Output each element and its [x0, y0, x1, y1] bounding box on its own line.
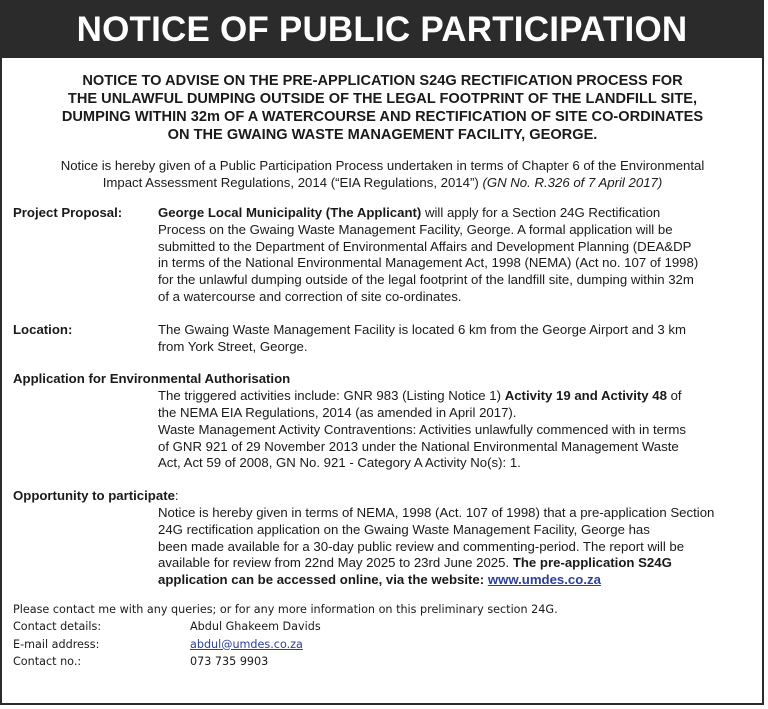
project-line: submitted to the Department of Environmental Affairs and Development Planning (DEA&DP	[158, 238, 692, 254]
location-section	[13, 322, 752, 356]
authorisation-body	[158, 388, 752, 472]
applicant-name: George Local Municipality (The Applicant)	[158, 205, 422, 220]
participate-line: application can be accessed online, via the website: www.umdes.co.za	[158, 572, 601, 588]
authorisation-line: Act, Act 59 of 2008, GN No. 921 - Category A Activity No(s): 1.	[158, 455, 521, 471]
participate-body	[158, 505, 752, 589]
email-label: E-mail address:	[13, 637, 100, 651]
contact-details-label: Contact details:	[13, 620, 102, 634]
authorisation-line: Waste Management Activity Contraventions: Activities unlawfully commenced with in terms	[158, 421, 686, 437]
location-line: from York Street, George.	[158, 338, 308, 354]
authorisation-line: The triggered activities include: GNR 983 (Listing Notice 1) Activity 19 and Activity 48 of	[158, 388, 682, 404]
authorisation-line: the NEMA EIA Regulations, 2014 (as amended in April 2017).	[158, 404, 517, 420]
participate-line: 24G rectification application on the Gwaing Waste Management Facility, George has	[158, 521, 650, 537]
location-body	[158, 322, 752, 356]
project-proposal-section	[13, 205, 752, 306]
project-line: for the unlawful dumping outside of the legal footprint of the landfill site, dumping within 32m	[158, 272, 694, 288]
notice-headline	[13, 72, 752, 144]
participate-section	[13, 488, 752, 589]
headline-line: DUMPING WITHIN 32m OF A WATERCOURSE AND RECTIFICATION OF SITE CO-ORDINATES	[61, 109, 704, 125]
intro-line	[13, 174, 752, 191]
website-link[interactable]: www.umdes.co.za	[487, 572, 601, 588]
authorisation-section	[13, 371, 752, 472]
project-proposal-body	[158, 205, 752, 306]
project-line: George Local Municipality (The Applicant) will apply for a Section 24G Rectification	[158, 205, 661, 220]
intro-line: Notice is hereby given of a Public Participation Process undertaken in terms of Chapter 6 of the Environmental	[60, 158, 705, 173]
phone-number: 073 735 9903	[190, 654, 269, 668]
gazette-reference: (GN No. R.326 of 7 April 2017)	[482, 175, 663, 190]
intro-paragraph	[13, 157, 752, 191]
project-line: of a watercourse and correction of site co-ordinates.	[158, 288, 462, 304]
contact-block	[13, 601, 752, 670]
email-link[interactable]: abdul@umdes.co.za	[190, 637, 303, 651]
project-proposal-label: Project Proposal:	[13, 205, 123, 220]
contact-name: Abdul Ghakeem Davids	[190, 620, 321, 634]
notice-content	[2, 58, 762, 670]
contact-details-row	[13, 618, 752, 635]
participate-line: been made available for a 30-day public review and commenting-period. The report will be	[158, 538, 685, 554]
project-line: in terms of the National Environmental Management Act, 1998 (NEMA) (Act no. 107 of 1998)	[158, 255, 699, 271]
activities-emphasis: Activity 19 and Activity 48	[504, 388, 667, 404]
project-line: Process on the Gwaing Waste Management Facility, George. A formal application will be	[158, 221, 673, 237]
headline-line: NOTICE TO ADVISE ON THE PRE-APPLICATION S24G RECTIFICATION PROCESS FOR	[82, 73, 683, 89]
phone-row	[13, 653, 752, 670]
contact-intro: Please contact me with any queries; or for any more information on this preliminary section 24G.	[13, 602, 558, 616]
authorisation-line: of GNR 921 of 29 November 2013 under the National Environmental Management Waste	[158, 438, 679, 454]
headline-line: THE UNLAWFUL DUMPING OUTSIDE OF THE LEGAL FOOTPRINT OF THE LANDFILL SITE,	[67, 91, 698, 107]
location-line: The Gwaing Waste Management Facility is located 6 km from the George Airport and 3 km	[158, 321, 686, 337]
intro-line-text: Impact Assessment Regulations, 2014 (“EIA Regulations, 2014”)	[102, 175, 483, 190]
participate-heading: Opportunity to participate:	[13, 488, 179, 504]
authorisation-heading: Application for Environmental Authorisation	[13, 371, 291, 387]
location-label: Location:	[13, 321, 73, 337]
participate-line: available for review from 22nd May 2025 to 23rd June 2025. The pre-application S24G	[158, 555, 672, 571]
headline-line: ON THE GWAING WASTE MANAGEMENT FACILITY, GEORGE.	[167, 127, 598, 143]
phone-label: Contact no.:	[13, 654, 82, 668]
notice-title: NOTICE OF PUBLIC PARTICIPATION	[2, 2, 762, 58]
participate-line: Notice is hereby given in terms of NEMA, 1998 (Act. 107 of 1998) that a pre-application Section	[158, 504, 715, 520]
email-row	[13, 636, 752, 653]
